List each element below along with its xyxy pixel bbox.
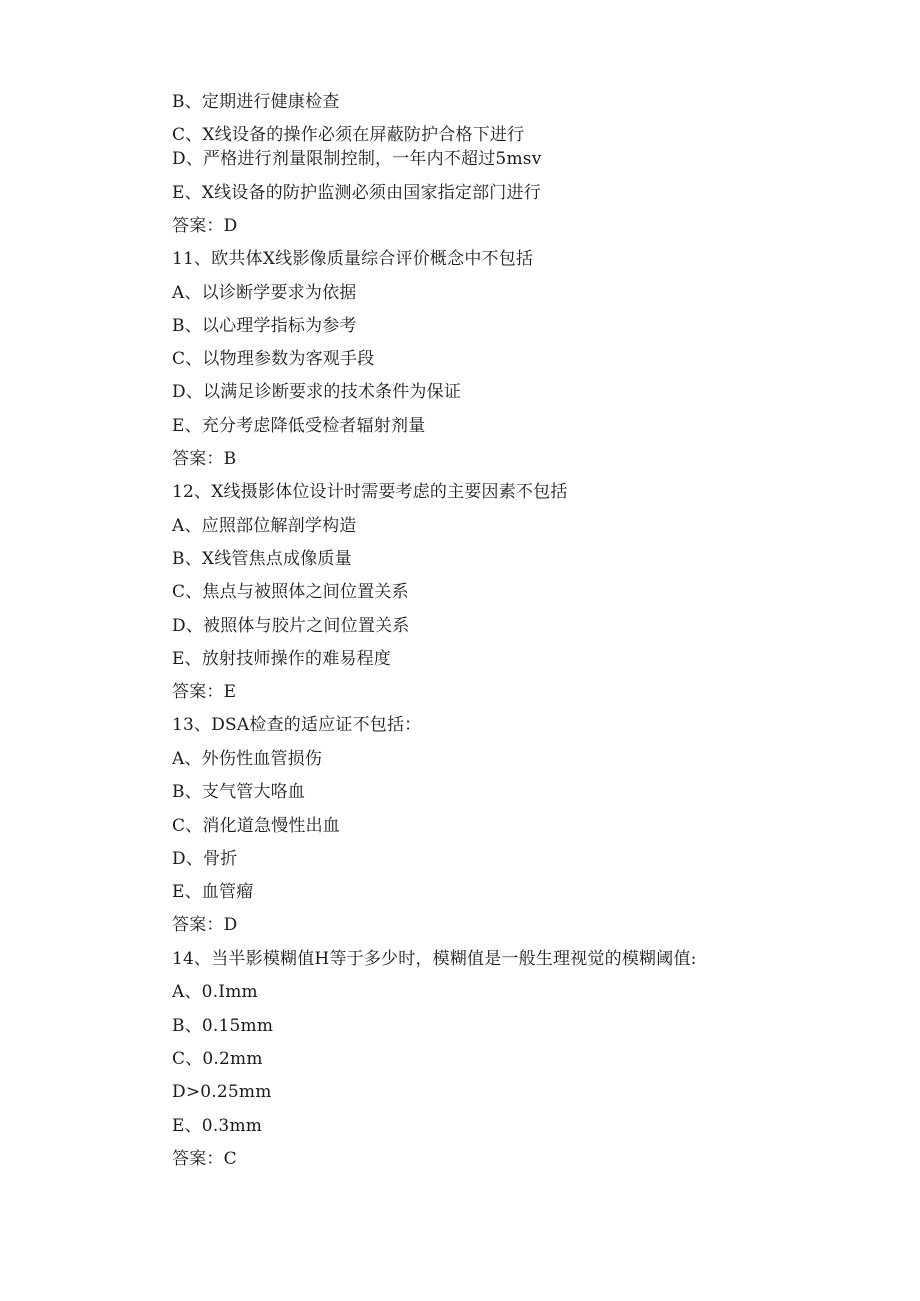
- option-line: A、应照部位解剖学构造: [172, 516, 357, 536]
- option-line: A、0.Imm: [172, 982, 258, 1002]
- option-line: B、0.15mm: [172, 1016, 274, 1036]
- option-line: C、0.2mm: [172, 1049, 263, 1069]
- answer-line: 答案：E: [172, 682, 237, 702]
- question-line: 12、X线摄影体位设计时需要考虑的主要因素不包括: [172, 482, 568, 502]
- question-line: 11、欧共体X线影像质量综合评价概念中不包括: [172, 249, 534, 269]
- question-line: 13、DSA检查的适应证不包括：: [172, 715, 422, 735]
- answer-line: 答案：D: [172, 915, 238, 935]
- option-line: E、血管瘤: [172, 882, 254, 902]
- option-line: B、支气管大咯血: [172, 782, 306, 802]
- question-line: 14、当半影模糊值H等于多少时，模糊值是一般生理视觉的模糊阈值:: [172, 949, 697, 969]
- option-line: C、X线设备的操作必须在屏蔽防护合格下进行: [172, 125, 525, 145]
- option-line: C、以物理参数为客观手段: [172, 349, 375, 369]
- option-line: B、X线管焦点成像质量: [172, 549, 352, 569]
- option-line: E、充分考虑降低受检者辐射剂量: [172, 416, 426, 436]
- option-line: D>0.25mm: [172, 1082, 272, 1102]
- option-line: E、X线设备的防护监测必须由国家指定部门进行: [172, 183, 541, 203]
- option-line: D、骨折: [172, 849, 238, 869]
- option-line: A、外伤性血管损伤: [172, 749, 323, 769]
- option-line: C、消化道急慢性出血: [172, 816, 341, 836]
- option-line: E、0.3mm: [172, 1116, 263, 1136]
- option-line: D、以满足诊断要求的技术条件为保证: [172, 382, 462, 402]
- option-line: D、被照体与胶片之间位置关系: [172, 616, 410, 636]
- answer-line: 答案：D: [172, 216, 238, 236]
- option-line: B、定期进行健康检查: [172, 92, 340, 112]
- option-line: A、以诊断学要求为依据: [172, 283, 357, 303]
- answer-line: 答案：C: [172, 1149, 237, 1169]
- option-line: D、严格进行剂量限制控制，一年内不超过5msv: [172, 149, 542, 169]
- option-line: B、以心理学指标为参考: [172, 316, 357, 336]
- answer-line: 答案：B: [172, 449, 237, 469]
- option-line: C、焦点与被照体之间位置关系: [172, 582, 409, 602]
- option-line: E、放射技师操作的难易程度: [172, 649, 392, 669]
